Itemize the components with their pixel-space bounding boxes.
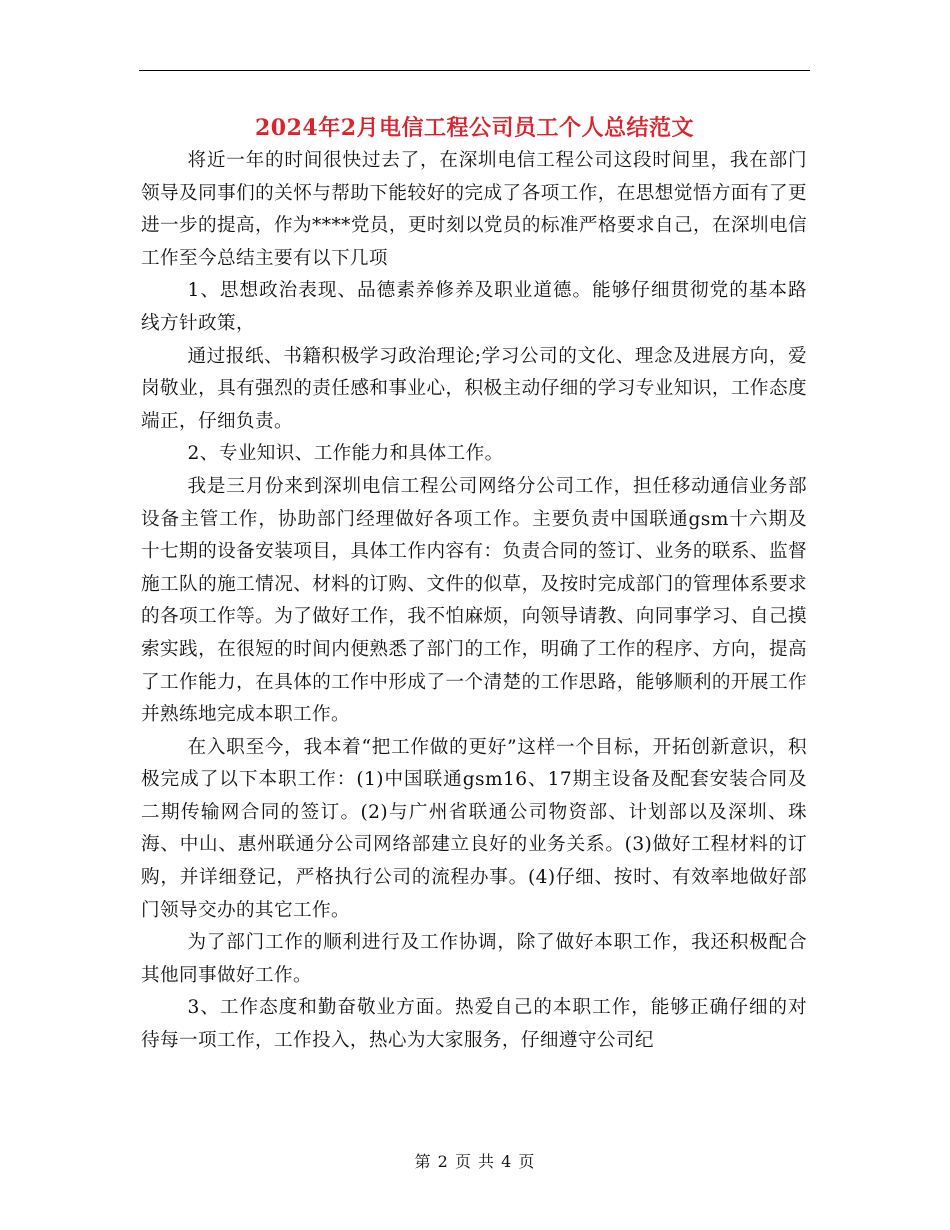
paragraph-section-1-body: 通过报纸、书籍积极学习政治理论;学习公司的文化、理念及进展方向，爱岗敬业，具有强烈的责任感和事业心，积极主动仔细的学习专业知识，工作态度端正，仔细负责。 [141,345,807,432]
header-rule [139,70,810,71]
document-body [141,145,807,1058]
paragraph-section-2-heading: 2、专业知识、工作能力和具体工作。 [187,443,504,465]
document-title: 2024年2月电信工程公司员工个人总结范文 [254,115,695,141]
paragraph-achievements: 在入职至今，我本着“把工作做的更好”这样一个目标，开拓创新意识，积极完成了以下本职工作：(1)中国联通gsm16、17期主设备及配套安装合同及二期传输网合同的签订。(2)与广州省联通公司物资部、计划部以及深圳、珠海、中山、惠州联通分公司网络部建立良好的业务关系。(3)做好工程材料的订购，并详细登记，严格执行公司的流程办事。(4)仔细、按时、有效率地做好部门领导交办的其它工作。 [141,736,807,921]
paragraph-section-2-body: 我是三月份来到深圳电信工程公司网络分公司工作，担任移动通信业务部设备主管工作，协助部门经理做好各项工作。主要负责中国联通gsm十六期及十七期的设备安装项目，具体工作内容有：负责合同的签订、业务的联系、监督施工队的施工情况、材料的订购、文件的似草，及按时完成部门的管理体系要求的各项工作等。为了做好工作，我不怕麻烦，向领导请教、向同事学习、自己摸索实践，在很短的时间内便熟悉了部门的工作，明确了工作的程序、方向，提高了工作能力，在具体的工作中形成了一个清楚的工作思路，能够顺利的开展工作并熟练地完成本职工作。 [141,475,807,726]
paragraph-cooperation: 为了部门工作的顺利进行及工作协调，除了做好本职工作，我还积极配合其他同事做好工作。 [141,932,807,986]
paragraph-intro: 将近一年的时间很快过去了，在深圳电信工程公司这段时间里，我在部门领导及同事们的关怀与帮助下能较好的完成了各项工作，在思想觉悟方面有了更进一步的提高，作为****党员，更时刻以党员的标准严格要求自己，在深圳电信工作至今总结主要有以下几项 [141,150,807,269]
paragraph-section-3: 3、工作态度和勤奋敬业方面。热爱自己的本职工作，能够正确仔细的对待每一项工作，工作投入，热心为大家服务，仔细遵守公司纪 [141,997,807,1052]
paragraph-section-1-heading: 1、思想政治表现、品德素养修养及职业道德。能够仔细贯彻党的基本路线方针政策， [141,280,807,334]
page-number: 第 2 页 共 4 页 [414,1152,536,1171]
